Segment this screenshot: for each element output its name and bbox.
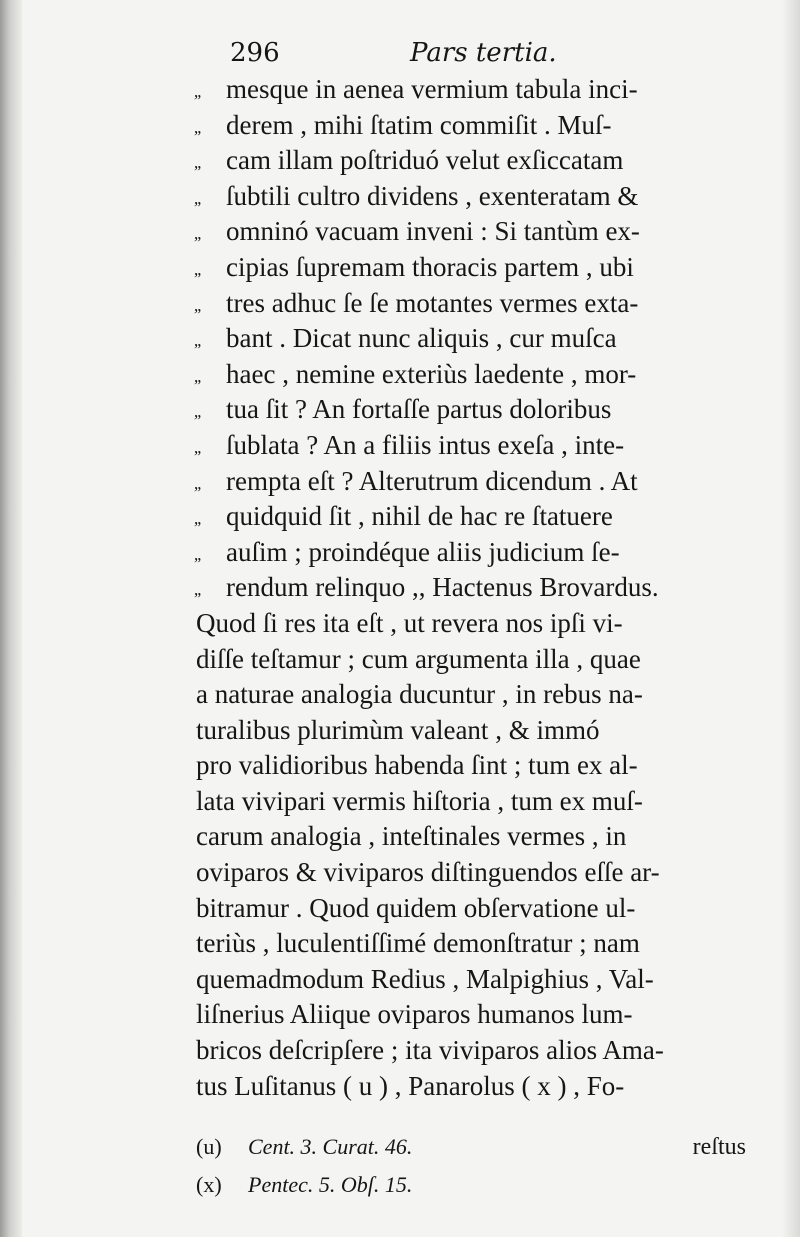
footnote <box>196 1166 766 1204</box>
text-line <box>196 642 766 678</box>
text-line <box>196 891 766 927</box>
text-line <box>196 143 766 179</box>
quote-mark: ,, <box>194 437 201 457</box>
text-line <box>196 1069 766 1105</box>
page-gutter <box>0 0 22 1237</box>
text-line <box>196 499 766 535</box>
line-text: oviparos & viviparos diſtinguendos eſſe ar- <box>196 857 660 888</box>
text-line <box>196 855 766 891</box>
text-line <box>196 72 766 108</box>
page-edge <box>782 0 800 1237</box>
text-line <box>196 606 766 642</box>
line-text: diſſe teſtamur ; cum argumenta illa , quae <box>196 643 641 674</box>
text-line <box>196 464 766 500</box>
quote-mark: ,, <box>194 544 201 564</box>
text-line <box>196 1033 766 1069</box>
text-line <box>196 926 766 962</box>
line-text: quidquid ſit , nihil de hac re ſtatuere <box>226 501 613 532</box>
quote-mark: ,, <box>194 366 201 386</box>
line-text: liſnerius Aliique oviparos humanos lum- <box>196 999 633 1030</box>
footnote <box>196 1128 766 1166</box>
line-text: Quod ſi res ita eſt , ut revera nos ipſi vi- <box>196 607 623 638</box>
quote-mark: ,, <box>194 82 201 101</box>
text-line <box>196 570 766 606</box>
text-line <box>196 962 766 998</box>
quote-mark: ,, <box>194 331 201 351</box>
quote-mark: ,, <box>194 259 201 279</box>
quote-mark: ,, <box>194 188 201 208</box>
line-text: carum analogia , inteſtinales vermes , in <box>196 821 627 852</box>
quote-mark: ,, <box>194 153 201 173</box>
text-line <box>196 819 766 855</box>
footnote-label: (u) <box>196 1134 222 1159</box>
quote-mark: ,, <box>194 509 201 529</box>
text-line <box>196 535 766 571</box>
line-text: bricos deſcripſere ; ita viviparos alios Ama- <box>196 1035 664 1066</box>
line-text: a naturae analogia ducuntur , in rebus na- <box>196 679 643 710</box>
line-text: bant . Dicat nunc aliquis , cur muſca <box>226 323 617 354</box>
text-line <box>196 250 766 286</box>
text-line <box>196 357 766 393</box>
line-text: bitramur . Quod quidem obſervatione ul- <box>196 892 636 923</box>
text-line <box>196 997 766 1033</box>
line-text: tua ſit ? An fortaſſe partus doloribus <box>226 394 612 425</box>
text-line <box>196 713 766 749</box>
line-text: ſublata ? An a filiis intus exeſa , inte- <box>226 429 625 460</box>
line-text: cam illam poſtriduó velut exſiccatam <box>226 145 624 176</box>
line-text: auſim ; proindéque aliis judicium ſe- <box>226 536 620 567</box>
page-number: 296 <box>230 38 280 68</box>
line-text: derem , mihi ſtatim commiſit . Muſ- <box>226 109 612 140</box>
body-text <box>196 72 766 1104</box>
footnote-text: Cent. 3. Curat. 46. <box>248 1134 413 1159</box>
footnote-label: (x) <box>196 1172 222 1197</box>
text-line <box>196 108 766 144</box>
text-line <box>196 677 766 713</box>
line-text: tres adhuc ſe ſe motantes vermes exta- <box>226 287 639 318</box>
line-text: quemadmodum Redius , Malpighius , Val- <box>196 963 654 994</box>
running-head: Pars tertia. <box>410 38 557 68</box>
line-text: mesque in aenea vermium tabula inci- <box>226 74 638 104</box>
footnotes <box>196 1128 766 1204</box>
text-line <box>196 748 766 784</box>
line-text: pro validioribus habenda ſint ; tum ex al- <box>196 750 638 781</box>
text-line <box>196 784 766 820</box>
text-line <box>196 392 766 428</box>
line-text: haec , nemine exteriùs laedente , mor- <box>226 358 637 389</box>
text-line <box>196 286 766 322</box>
text-line <box>196 321 766 357</box>
line-text: rempta eſt ? Alterutrum dicendum . At <box>226 465 638 496</box>
text-line <box>196 428 766 464</box>
line-text: tus Luſitanus ( u ) , Panarolus ( x ) , Fo- <box>196 1070 625 1101</box>
quote-mark: ,, <box>194 580 201 600</box>
footnote-text: Pentec. 5. Obſ. 15. <box>248 1172 413 1197</box>
line-text: rendum relinquo ,, Hactenus Brovardus. <box>226 572 659 603</box>
text-line <box>196 179 766 215</box>
catchword: reſtus <box>692 1134 746 1160</box>
quote-mark: ,, <box>194 295 201 315</box>
quote-mark: ,, <box>194 473 201 493</box>
line-text: omninó vacuam inveni : Si tantùm ex- <box>226 216 640 247</box>
line-text: teriùs , luculentiſſimé demonſtratur ; nam <box>196 928 640 959</box>
line-text: ſubtili cultro dividens , exenteratam & <box>226 180 639 211</box>
line-text: lata vivipari vermis hiſtoria , tum ex muſ- <box>196 785 643 816</box>
line-text: turalibus plurimùm valeant , & immó <box>196 714 600 745</box>
quote-mark: ,, <box>194 117 201 137</box>
quote-mark: ,, <box>194 402 201 422</box>
line-text: cipias ſupremam thoracis partem , ubi <box>226 251 634 282</box>
text-line <box>196 214 766 250</box>
quote-mark: ,, <box>194 224 201 244</box>
